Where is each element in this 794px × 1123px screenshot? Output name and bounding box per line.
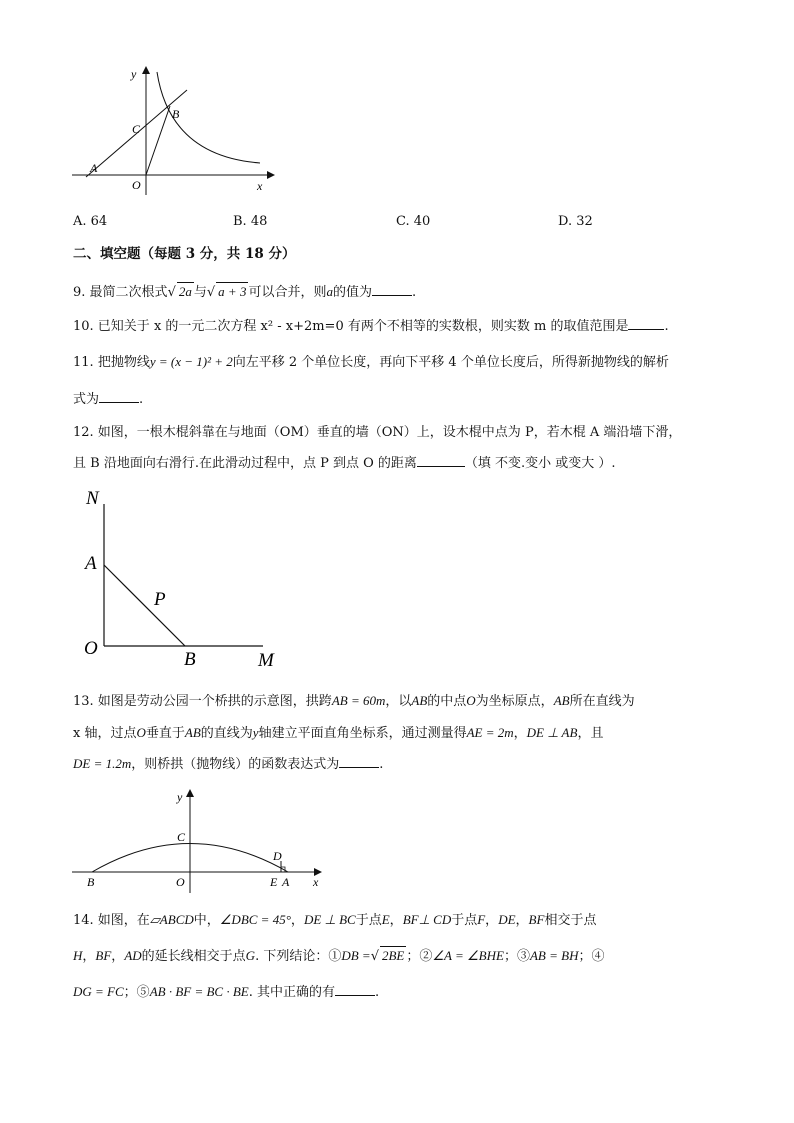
segment-ob: [146, 106, 170, 175]
q14-line1c: ，: [290, 913, 304, 928]
q14-c3: AB = BH: [529, 948, 579, 963]
label-a: A: [90, 161, 98, 175]
q11-num: 11.: [73, 355, 94, 370]
q13-line3: ，则桥拱（抛物线）的函数表达式为: [131, 757, 340, 772]
q11-end: .: [139, 392, 144, 407]
q14-line2d: 的延长线相交于点: [141, 949, 246, 964]
q14-line1a: 14. 如图，在: [73, 913, 150, 928]
stick-ab: [104, 565, 185, 646]
q9-radicand-2: a + 3: [218, 284, 247, 299]
q14-g: G: [245, 948, 256, 963]
q14-line2f: ；②: [406, 949, 433, 964]
q9-text-1: 最简二次根式: [89, 285, 168, 300]
label-o: O: [132, 178, 141, 192]
q10-end: .: [664, 319, 669, 334]
q14-line2e: . 下列结论：①: [255, 949, 342, 964]
q13-answer-blank[interactable]: [339, 755, 379, 768]
label-p: P: [154, 589, 166, 610]
q13-ae: AE = 2m: [466, 725, 514, 740]
q14-de: DE: [498, 912, 516, 927]
q9-answer-blank[interactable]: [372, 283, 412, 296]
q14-bf2: BF: [95, 948, 112, 963]
q14-line3a: ；⑤: [123, 985, 150, 1000]
choice-d[interactable]: D. 32: [558, 214, 593, 229]
label-o: O: [84, 638, 98, 659]
question-13-line-1: [73, 692, 635, 711]
q14-c1a: DB =: [341, 948, 371, 963]
q12-line2-end: （填 不变.变小 或变大 ）.: [464, 456, 616, 471]
question-11-line-1: [73, 353, 669, 372]
question-14-line-3: [73, 983, 379, 1002]
q13-o1: O: [466, 693, 476, 708]
question-10: [73, 317, 669, 336]
question-12-line-2: [73, 454, 616, 473]
q13-line2c: 的直线为: [200, 726, 253, 741]
q9-end: .: [411, 285, 417, 300]
choice-b[interactable]: B. 48: [233, 214, 268, 229]
ladder-figure: [78, 480, 298, 672]
q14-line2g: ；③: [503, 949, 530, 964]
y-axis-arrow: [186, 789, 194, 797]
q13-ab3: AB: [184, 725, 201, 740]
question-12-line-1: 12. 如图，一根木棍斜靠在与地面（OM）垂直的墙（ON）上，设木棍中点为 P，若木棍 A 端沿墙下滑，: [73, 425, 682, 440]
q11-text-2: 向左平移 2 个单位长度，再向下平移 4 个单位长度后，所得新抛物线的解析: [232, 355, 669, 370]
label-n: N: [86, 488, 99, 509]
q9-var: a: [326, 284, 333, 299]
q13-ab2: AB: [553, 693, 570, 708]
q14-end: .: [374, 985, 380, 1000]
label-y: y: [177, 790, 183, 804]
q9-radicand-1: 2a: [178, 284, 192, 299]
q13-end: .: [379, 757, 384, 772]
q13-line1e: 所在直线为: [569, 694, 635, 709]
label-d: D: [273, 849, 282, 863]
q13-line1c: 的中点: [427, 694, 467, 709]
q9-num: 9.: [73, 285, 86, 300]
choice-c[interactable]: C. 40: [396, 214, 431, 229]
q13-line2d: 轴建立平面直角坐标系，通过测量得: [258, 726, 467, 741]
q13-line1b: ，以: [385, 694, 412, 709]
q14-par: ▱ABCD: [149, 912, 194, 927]
q14-line1f: 于点: [451, 913, 478, 928]
q14-line2h: ；④: [578, 949, 605, 964]
q14-answer-blank[interactable]: [335, 983, 375, 996]
q13-deab: DE ⊥ AB: [526, 725, 578, 740]
q13-o2: O: [136, 725, 146, 740]
q14-c5: AB · BF = BC · BE: [149, 984, 249, 999]
q14-debc: DE ⊥ BC: [303, 912, 356, 927]
label-b: B: [87, 875, 95, 889]
q14-c2: ∠A = ∠BHE: [432, 948, 504, 963]
label-a: A: [85, 553, 97, 574]
label-c: C: [177, 830, 186, 844]
q9-text-4: 的值为: [332, 285, 372, 300]
label-c: C: [132, 122, 141, 136]
label-b: B: [184, 649, 196, 670]
label-e: E: [270, 875, 278, 889]
q11-answer-blank[interactable]: [99, 390, 139, 403]
q14-e: E: [381, 912, 390, 927]
q9-text-2: 与: [193, 285, 207, 300]
question-13-line-2: [73, 724, 603, 743]
q14-c4: DG = FC: [73, 984, 124, 999]
q12-answer-blank[interactable]: [417, 454, 465, 467]
q14-ad: AD: [124, 948, 142, 963]
question-13-line-3: [73, 755, 383, 774]
q14-line1i: 相交于点: [544, 913, 597, 928]
q10-answer-blank[interactable]: [628, 317, 664, 330]
q13-line1d: 为坐标原点，: [475, 694, 554, 709]
choice-a[interactable]: A. 64: [73, 214, 108, 229]
q14-line1d: 于点: [355, 913, 382, 928]
q14-ang: ∠DBC = 45°: [219, 912, 291, 927]
q14-f: F: [477, 912, 486, 927]
q14-c1b: 2BE: [381, 948, 405, 963]
q9-sqrt-2: √ a + 3: [206, 284, 247, 300]
section-heading: 二、填空题（每题 3 分，共 18 分）: [73, 246, 296, 262]
q9-sqrt-1: √ 2a: [167, 284, 192, 300]
q9-text-3: 可以合并，则: [248, 285, 327, 300]
y-axis-arrow: [142, 66, 150, 74]
label-b: B: [172, 107, 180, 121]
q13-ab1: AB: [411, 693, 428, 708]
q13-ab60: AB = 60m: [331, 693, 386, 708]
q10-text: 10. 已知关于 x 的一元二次方程 x² - x+2m=0 有两个不相等的实数根，则实数 m 的取值范围是: [73, 319, 629, 334]
question-9: [73, 282, 416, 302]
q11-formula: y = (x − 1)² + 2: [149, 354, 233, 369]
q13-line1a: 13. 如图是劳动公园一个桥拱的示意图，拱跨: [73, 694, 332, 709]
q13-line2a: x 轴，过点: [73, 726, 137, 741]
label-m: M: [258, 650, 274, 671]
q13-y1: y: [252, 725, 259, 740]
q13-line2b: 垂直于: [145, 726, 185, 741]
q11-text-1: 把抛物线: [97, 355, 150, 370]
q11-line2: 式为: [73, 392, 100, 407]
q14-h: H: [73, 948, 83, 963]
label-x: x: [313, 875, 319, 889]
question-14-line-2: [73, 946, 604, 966]
q13-line2f: ，且: [577, 726, 604, 741]
label-x: x: [257, 179, 263, 193]
q14-line1g: ，: [485, 913, 499, 928]
q14-line1e: ，: [389, 913, 403, 928]
q14-line1h: ，: [515, 913, 529, 928]
q12-line2: 且 B 沿地面向右滑行.在此滑动过程中，点 P 到点 O 的距离: [73, 456, 417, 471]
question-11-line-2: [73, 390, 143, 409]
label-o: O: [176, 875, 185, 889]
q13-line2e: ，: [513, 726, 527, 741]
q14-line1b: 中，: [193, 913, 220, 928]
q14-c1-sqrt: √ 2BE: [370, 948, 405, 964]
q14-line2b: ，: [82, 949, 96, 964]
q14-bf: BF: [528, 912, 545, 927]
hyperbola-figure: [62, 60, 282, 200]
q14-bfcd: BF⊥ CD: [402, 912, 452, 927]
label-a: A: [282, 875, 290, 889]
bridge-arch-figure: [66, 785, 336, 895]
x-axis-arrow: [267, 171, 275, 179]
q14-line3b: . 其中正确的有: [248, 985, 335, 1000]
label-y: y: [131, 67, 137, 81]
question-14-line-1: [73, 911, 596, 930]
q14-line2c: ，: [111, 949, 125, 964]
q13-de: DE = 1.2m: [73, 756, 132, 771]
